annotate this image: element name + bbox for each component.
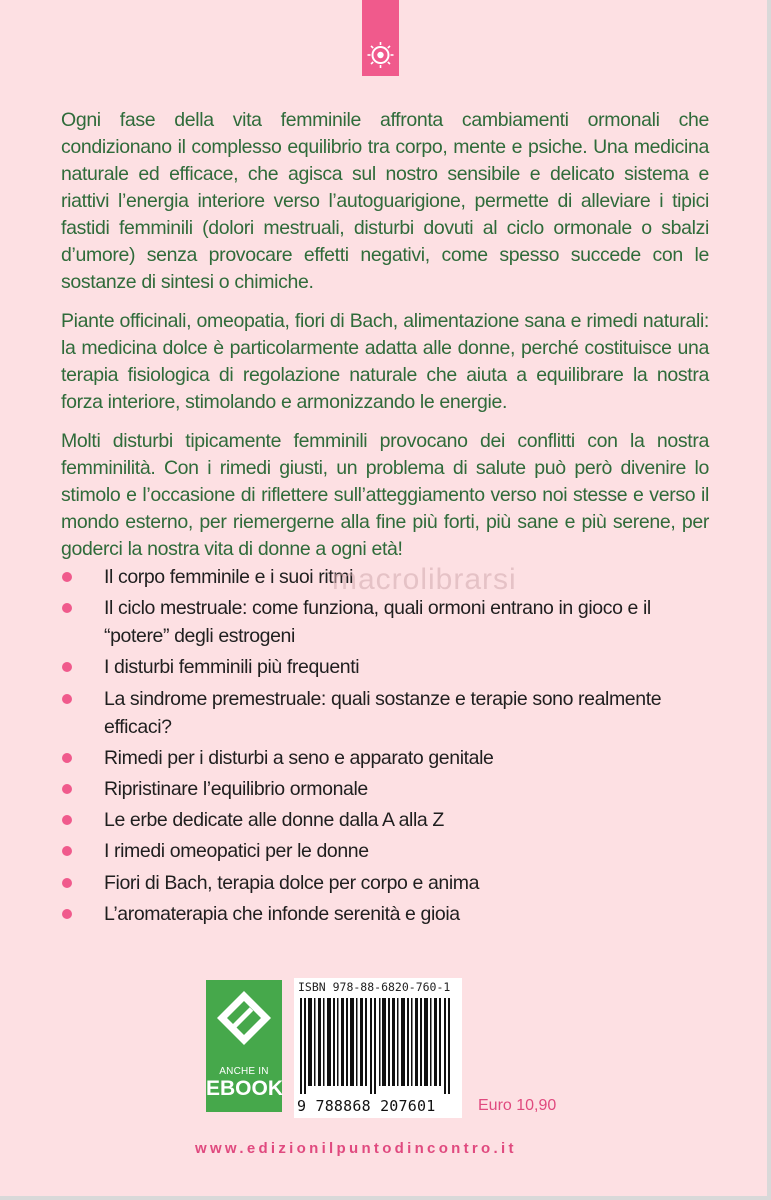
list-item-text: Il corpo femminile e i suoi ritmi — [104, 566, 354, 588]
list-item-text: Rimedi per i disturbi a seno e apparato genitale — [104, 746, 494, 769]
ebook-top-label: ANCHE IN — [219, 1066, 269, 1077]
description-paragraph-2: Piante officinali, omeopatia, fiori di Bach, alimentazione sana e rimedi naturali: la medicina dolce è particolarmente adatta alle donne, perché costituisce una terapia fisiologica di regolazione naturale che aiuta a equilibrare la nostra forza interiore, stimolando e armonizzando le energie. — [61, 310, 709, 413]
bullet-dot-icon — [62, 694, 72, 704]
bullet-dot-icon — [62, 753, 72, 763]
bullet-dot-icon — [62, 815, 72, 825]
bullet-dot-icon — [62, 784, 72, 794]
barcode-block — [294, 978, 462, 1118]
publisher-website: www.edizionilpuntodincontro.it — [195, 1140, 517, 1157]
bullet-dot-icon — [62, 662, 72, 672]
list-item — [58, 869, 698, 897]
list-item — [58, 653, 698, 681]
isbn-label: ISBN 978-88-6820-760-1 — [298, 980, 451, 994]
publisher-logo — [362, 0, 399, 76]
contents-list — [58, 563, 698, 931]
list-item-text: I rimedi omeopatici per le donne — [104, 840, 369, 863]
list-item — [58, 594, 698, 650]
list-item-text: Fiori di Bach, terapia dolce per corpo e anima — [104, 871, 480, 894]
list-item — [58, 900, 698, 928]
list-item-text: Le erbe dedicate alle donne dalla A alla Z — [104, 809, 444, 832]
bullet-dot-icon — [62, 878, 72, 888]
ebook-main-label: EBOOK — [206, 1077, 284, 1100]
bullet-dot-icon — [62, 572, 72, 582]
list-item-text: Ripristinare l’equilibrio ormonale — [104, 777, 368, 800]
watermark-text: macrolibrarsi — [332, 563, 517, 596]
list-item — [58, 837, 698, 865]
description-paragraph-3: Molti disturbi tipicamente femminili provocano dei conflitti con la nostra femminilità. Con i rimedi giusti, un problema di salute può però divenire lo stimolo e l’occasione di riflettere sull’atteggiamento verso noi stesse e verso il mondo esterno, per riemergerne alla fine più forti, più sane e più serene, per goderci la nostra vita di donne a ogni età! — [61, 430, 709, 560]
price-label: Euro 10,90 — [478, 1097, 557, 1114]
list-item-text: La sindrome premestruale: quali sostanze e terapie sono realmente efficaci? — [104, 687, 662, 738]
list-item-text: L’aromaterapia che infonde serenità e gioia — [104, 902, 460, 925]
bullet-dot-icon — [62, 909, 72, 919]
publisher-sun-icon — [366, 40, 395, 70]
barcode-number: 9 788868 207601 — [297, 1097, 436, 1115]
ebook-badge — [206, 980, 282, 1112]
description-text — [61, 107, 709, 575]
list-item — [58, 806, 698, 834]
description-paragraph-1: Ogni fase della vita femminile affronta cambiamenti ormonali che condizionano il complesso equilibrio tra corpo, mente e psiche. Una medicina naturale ed efficace, che agisca sul nostro sensibile e delicato sistema e riattivi l’energia interiore verso l’autoguarigione, permette di alleviare i tipici fastidi femminili (dolori mestruali, disturbi dovuti al ciclo ormonale o sbalzi d’umore) senza provocare effetti negativi, come spesso succede con le sostanze di sintesi o chimiche. — [61, 109, 709, 293]
list-item — [58, 685, 698, 741]
list-item — [58, 744, 698, 772]
ebook-e-icon — [213, 988, 275, 1062]
bullet-dot-icon — [62, 846, 72, 856]
list-item — [58, 775, 698, 803]
bullet-dot-icon — [62, 603, 72, 613]
list-item-text: Il ciclo mestruale: come funziona, quali ormoni entrano in gioco e il “potere” degli estrogeni — [104, 597, 651, 648]
list-item-text: I disturbi femminili più frequenti — [104, 656, 360, 679]
barcode-icon — [298, 998, 458, 1094]
